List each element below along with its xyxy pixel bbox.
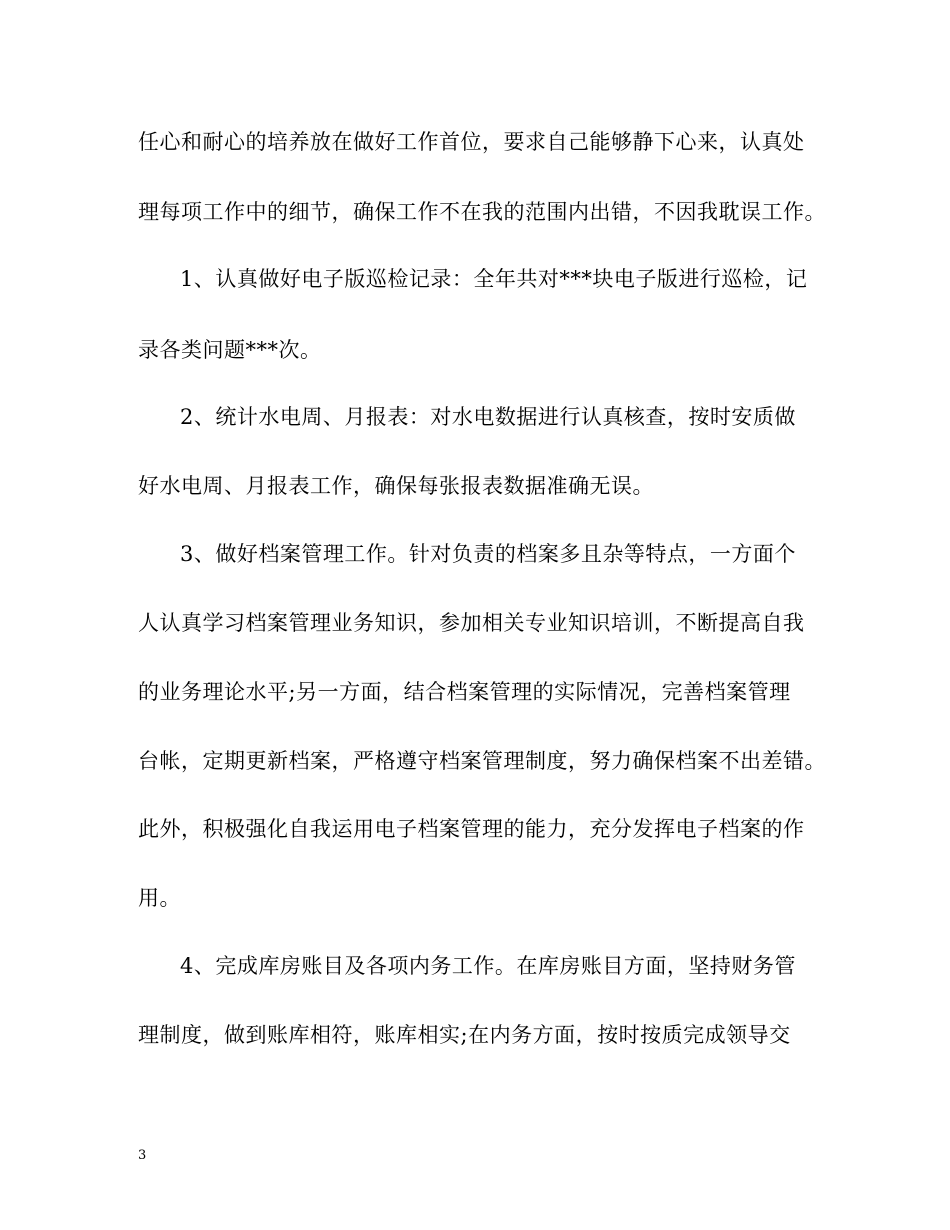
text-line: 用。 <box>138 886 181 910</box>
text-line: 3、做好档案管理工作。针对负责的档案多且杂等特点，一方面个 <box>180 542 796 566</box>
text-line: 任心和耐心的培养放在做好工作首位，要求自己能够静下心来，认真处 <box>138 130 805 154</box>
text-line: 1、认真做好电子版巡检记录：全年共对***块电子版进行巡检，记 <box>180 267 808 291</box>
text-line: 人认真学习档案管理业务知识，参加相关专业知识培训，不断提高自我 <box>138 611 805 635</box>
text-line: 好水电周、月报表工作，确保每张报表数据准确无误。 <box>138 474 654 498</box>
text-line: 理制度，做到账库相符，账库相实;在内务方面，按时按质完成领导交 <box>138 1023 791 1047</box>
text-line: 台帐，定期更新档案，严格遵守档案管理制度，努力确保档案不出差错。 <box>138 749 826 773</box>
text-line: 2、统计水电周、月报表：对水电数据进行认真核查，按时安质做 <box>180 405 796 429</box>
text-line: 此外，积极强化自我运用电子档案管理的能力，充分发挥电子档案的作 <box>138 817 805 841</box>
text-line: 录各类问题***次。 <box>138 338 322 362</box>
text-line: 的业务理论水平;另一方面，结合档案管理的实际情况，完善档案管理 <box>138 680 791 704</box>
page-number: 3 <box>138 1148 147 1163</box>
text-line: 4、完成库房账目及各项内务工作。在库房账目方面，坚持财务管 <box>180 954 796 978</box>
text-line: 理每项工作中的细节，确保工作不在我的范围内出错，不因我耽误工作。 <box>138 200 826 224</box>
